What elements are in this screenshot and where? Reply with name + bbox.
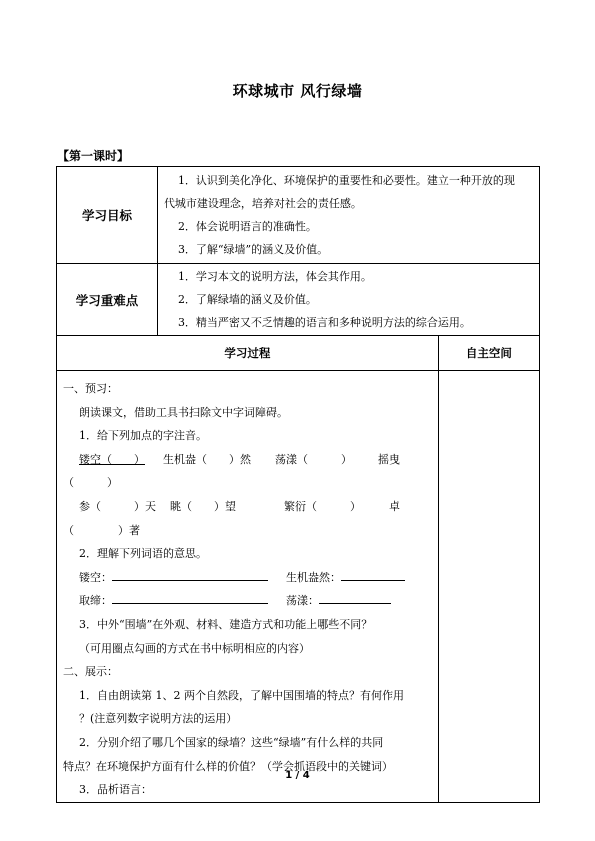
difficulties-content	[157, 264, 539, 336]
pinyin-word: 镂空（ ）	[79, 452, 145, 466]
goals-line: 3．了解“绿墙”的涵义及价值。	[177, 243, 329, 256]
pinyin-word: 摇曳	[378, 452, 400, 466]
document-title: 环球城市 风行绿墙	[232, 82, 363, 100]
vocab-row	[63, 566, 430, 590]
goals-line: 2．体会说明语言的准确性。	[177, 220, 317, 233]
difficulties-line: 3．精当严密又不乏情趣的语言和多种说明方法的综合运用。	[177, 316, 471, 329]
process-line: 1．给下列加点的字注音。	[79, 429, 207, 443]
answer-blank[interactable]	[341, 567, 405, 581]
process-line: 朗读课文，借助工具书扫除文中字词障碍。	[79, 405, 288, 419]
process-line: 1．自由朗读第 1、2 两个自然段，了解中国围墙的特点？有何作用	[79, 688, 404, 702]
process-line: （ ）著	[63, 523, 140, 537]
pinyin-word: 荡漾（ ）	[275, 452, 352, 466]
pinyin-word: 眺（ ）望	[170, 499, 236, 513]
goals-line: 代城市建设理念，培养对社会的责任感。	[163, 197, 362, 210]
goals-row	[57, 167, 540, 264]
process-header-row	[57, 336, 540, 371]
goals-content	[157, 167, 539, 264]
answer-blank[interactable]	[112, 590, 268, 604]
pinyin-word: 参（ ）天	[79, 499, 156, 513]
difficulties-line: 2．了解绿墙的涵义及价值。	[177, 293, 317, 306]
vocab-label: 取缔：	[79, 594, 112, 608]
pinyin-word: 生机盎（ ）然	[163, 452, 251, 466]
vocab-label: 生机盎然：	[286, 570, 341, 584]
section-heading: 【第一课时】	[57, 149, 130, 163]
pinyin-row	[63, 448, 430, 472]
process-row	[57, 371, 540, 803]
process-line: 2．理解下列词语的意思。	[79, 547, 207, 561]
preview-heading: 一、预习：	[63, 382, 118, 395]
process-line: 3．品析语言：	[79, 783, 152, 797]
goals-line: 1．认识到美化净化、环境保护的重要性和必要性。建立一种开放的现	[177, 174, 515, 187]
page-number: 1 / 4	[285, 770, 310, 781]
vocab-label: 镂空：	[79, 570, 112, 584]
difficulties-row	[57, 264, 540, 336]
study-table	[56, 166, 540, 803]
pinyin-word: 卓	[389, 499, 400, 513]
vocab-label: 荡漾：	[286, 594, 319, 608]
pinyin-word: 繁衍（ ）	[284, 499, 361, 513]
answer-blank[interactable]	[112, 567, 268, 581]
goals-label: 学习目标	[57, 167, 158, 264]
pinyin-row	[63, 495, 430, 519]
process-line: （可用圈点勾画的方式在书中标明相应的内容）	[79, 641, 310, 655]
process-line: 特点？在环境保护方面有什么样的价值？（学会抓语段中的关键词）	[63, 759, 393, 773]
difficulties-label: 学习重难点	[57, 264, 158, 336]
process-line: （ ）	[63, 476, 118, 490]
process-line: 3．中外“围墙”在外观、材料、建造方式和功能上哪些不同？	[79, 617, 373, 631]
process-line: ？(注意列数字说明方法的运用）	[79, 712, 238, 726]
process-content	[57, 371, 439, 803]
vocab-row	[63, 589, 430, 613]
answer-blank[interactable]	[319, 590, 391, 604]
self-study-space[interactable]	[438, 371, 539, 803]
process-line: 2．分别介绍了哪几个国家的绿墙？这些“绿墙”有什么样的共同	[79, 735, 384, 749]
difficulties-line: 1．学习本文的说明方法，体会其作用。	[177, 270, 372, 283]
process-header: 学习过程	[57, 336, 439, 371]
display-heading: 二、展示：	[63, 665, 118, 679]
space-header: 自主空间	[438, 336, 539, 371]
